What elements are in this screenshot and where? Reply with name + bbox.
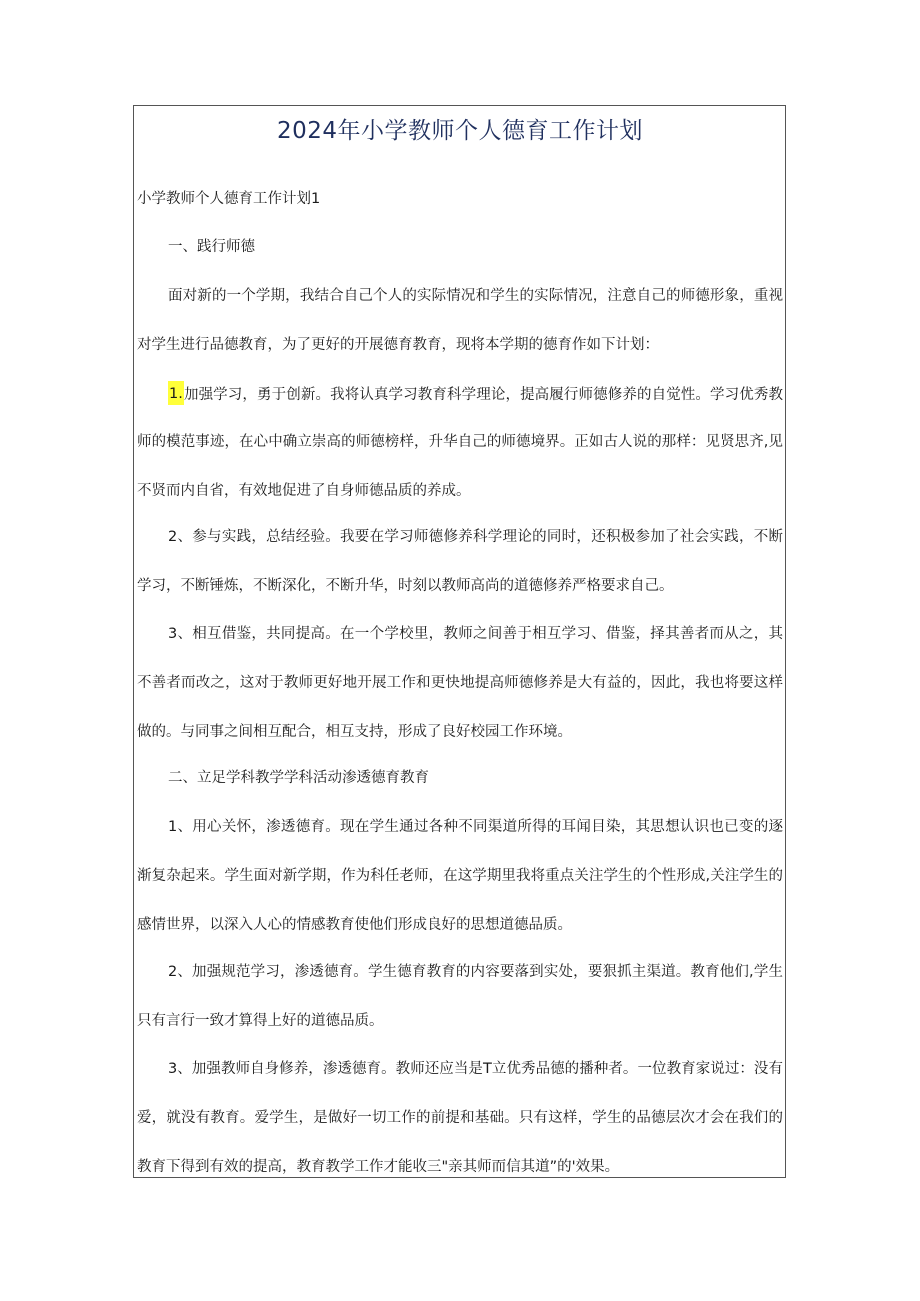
paragraph-line (137, 381, 783, 405)
intro-paragraph (137, 284, 783, 357)
s2-item-3-paragraph (137, 1057, 783, 1179)
plan-subtitle: 小学教师个人德育工作计划1 (137, 191, 321, 207)
paragraph-line: 3、加强教师自身修养，渗透德育。教师还应当是T立优秀品德的播种者。一位教育家说过：没有 (168, 1061, 783, 1077)
paragraph-line: 师的模范事迹，在心中确立崇高的师德榜样，升华自己的师德境界。正如古人说的那样：见贤思齐,见 (137, 434, 783, 450)
paragraph-line: 渐复杂起来。学生面对新学期，作为科任老师，在这学期里我将重点关注学生的个性形成,关注学生的 (137, 868, 783, 884)
s2-item-2-paragraph (137, 960, 783, 1033)
paragraph-line: 教育下得到有效的提高，教育教学工作才能收三"亲其师而信其道”的'效果。 (137, 1159, 620, 1175)
paragraph-line: 不善者而改之，这对于教师更好地开展工作和更快地提高师德修养是大有益的，因此，我也将要这样 (137, 675, 783, 691)
paragraph-line: 对学生进行品德教育，为了更好的开展德育教育，现将本学期的德育作如下计划： (137, 337, 659, 353)
paragraph-line: 感情世界，以深入人心的情感教育使他们形成良好的思想道德品质。 (137, 917, 572, 933)
section-heading-2: 二、立足学科教学学科活动渗透德育教育 (168, 770, 429, 786)
s2-item-1-paragraph (137, 815, 783, 937)
paragraph-line: 做的。与同事之间相互配合，相互支持，形成了良好校园工作环境。 (137, 724, 572, 740)
paragraph-line: 只有言行一致才算得上好的道德品质。 (137, 1013, 384, 1029)
paragraph-line: 不贤而内自省，有效地促进了自身师德品质的养成。 (137, 483, 471, 499)
paragraph-line: 3、相互借鉴，共同提高。在一个学校里，教师之间善于相互学习、借鉴，择其善者而从之，其 (168, 626, 783, 642)
paragraph-line: 2、加强规范学习，渗透德育。学生德育教育的内容要落到实处，要狠抓主渠道。教育他们,学生 (168, 964, 783, 980)
paragraph-line: 学习，不断锤炼，不断深化，不断升华，时刻以教师高尚的道德修养严格要求自己。 (137, 578, 674, 594)
paragraph-line: 1、用心关怀，渗透德育。现在学生通过各种不同渠道所得的耳闻目染，其思想认识也已变的逐 (168, 819, 783, 835)
item-3-paragraph (137, 622, 783, 744)
highlight-marker: 1. (168, 381, 184, 405)
paragraph-line: 面对新的一个学期，我结合自己个人的实际情况和学生的实际情况，注意自己的师德形象，重视 (168, 288, 783, 304)
document-title: 2024年小学教师个人德育工作计划 (276, 118, 644, 144)
item-2-paragraph (137, 525, 783, 598)
item-1-paragraph (137, 381, 783, 503)
paragraph-text: 加强学习，勇于创新。我将认真学习教育科学理论，提高履行师德修养的自觉性。学习优秀教 (183, 387, 783, 403)
section-heading-1: 一、践行师德 (168, 239, 255, 255)
paragraph-line: 爱，就没有教育。爱学生，是做好一切工作的前提和基础。只有这样，学生的品德层次才会在我们的 (137, 1110, 783, 1126)
paragraph-line: 2、参与实践，总结经验。我要在学习师德修养科学理论的同时，还积极参加了社会实践，不断 (168, 529, 783, 545)
